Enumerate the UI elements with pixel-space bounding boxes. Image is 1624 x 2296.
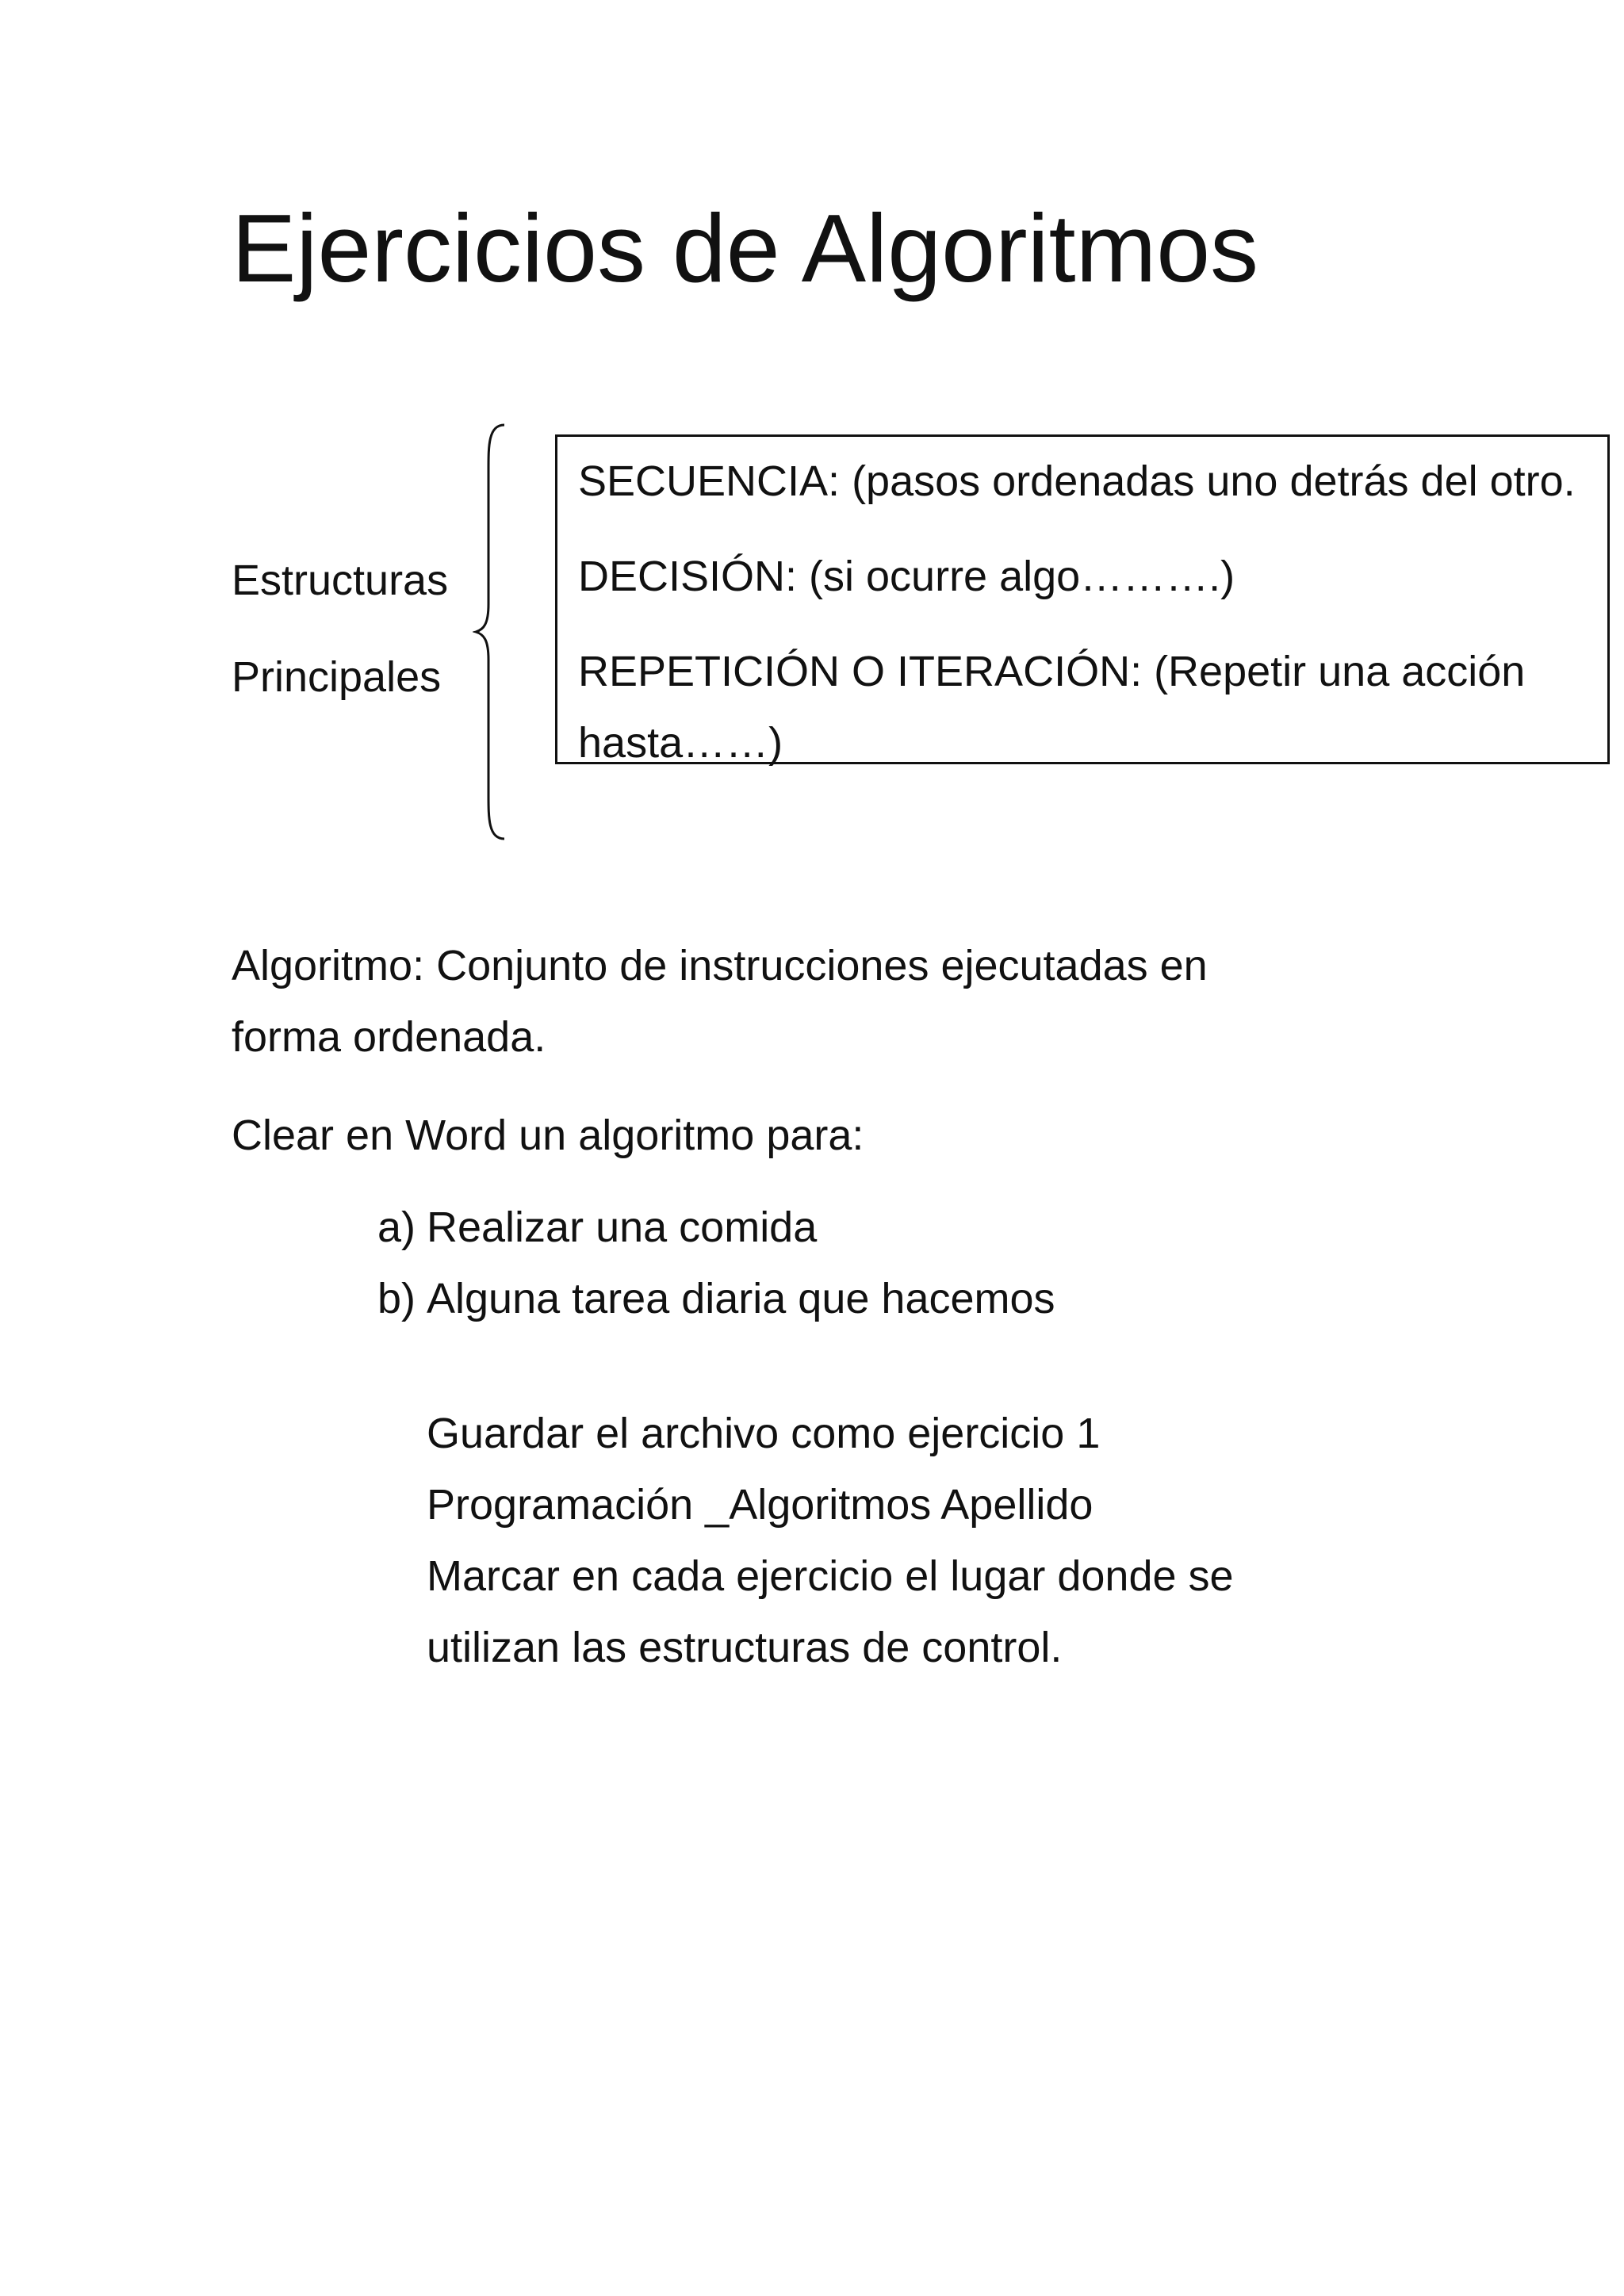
structure-decision: DECISIÓN: (si ocurre algo……….) bbox=[578, 553, 1235, 600]
structures-label-line1: Estructuras bbox=[232, 557, 449, 604]
note-line: Guardar el archivo como ejercicio 1 bbox=[427, 1410, 1101, 1457]
list-item bbox=[377, 1273, 1055, 1325]
list-item-text: Realizar una comida bbox=[427, 1203, 818, 1251]
note-line: Marcar en cada ejercicio el lugar donde se bbox=[427, 1552, 1234, 1600]
curly-brace bbox=[473, 422, 509, 842]
list-item bbox=[377, 1202, 817, 1253]
definition-line1: Algoritmo: Conjunto de instrucciones ejecutadas en bbox=[232, 942, 1208, 989]
list-marker: a) bbox=[377, 1203, 416, 1251]
structure-repetition: REPETICIÓN O ITERACIÓN: (Repetir una acción bbox=[578, 648, 1526, 695]
list-item-text: Alguna tarea diaria que hacemos bbox=[427, 1275, 1055, 1322]
structures-label-line2: Principales bbox=[232, 653, 442, 701]
list-marker: b) bbox=[377, 1275, 416, 1322]
note-line: utilizan las estructuras de control. bbox=[427, 1624, 1063, 1671]
structure-repetition-continued: hasta……) bbox=[578, 719, 783, 767]
structure-sequence: SECUENCIA: (pasos ordenadas uno detrás del otro. bbox=[578, 457, 1576, 505]
definition-line2: forma ordenada. bbox=[232, 1013, 546, 1061]
note-line: Programación _Algoritmos Apellido bbox=[427, 1481, 1094, 1529]
structures-box bbox=[555, 434, 1610, 767]
instruction-text: Clear en Word un algoritmo para: bbox=[232, 1112, 864, 1159]
page-title: Ejercicios de Algoritmos bbox=[232, 194, 1259, 302]
